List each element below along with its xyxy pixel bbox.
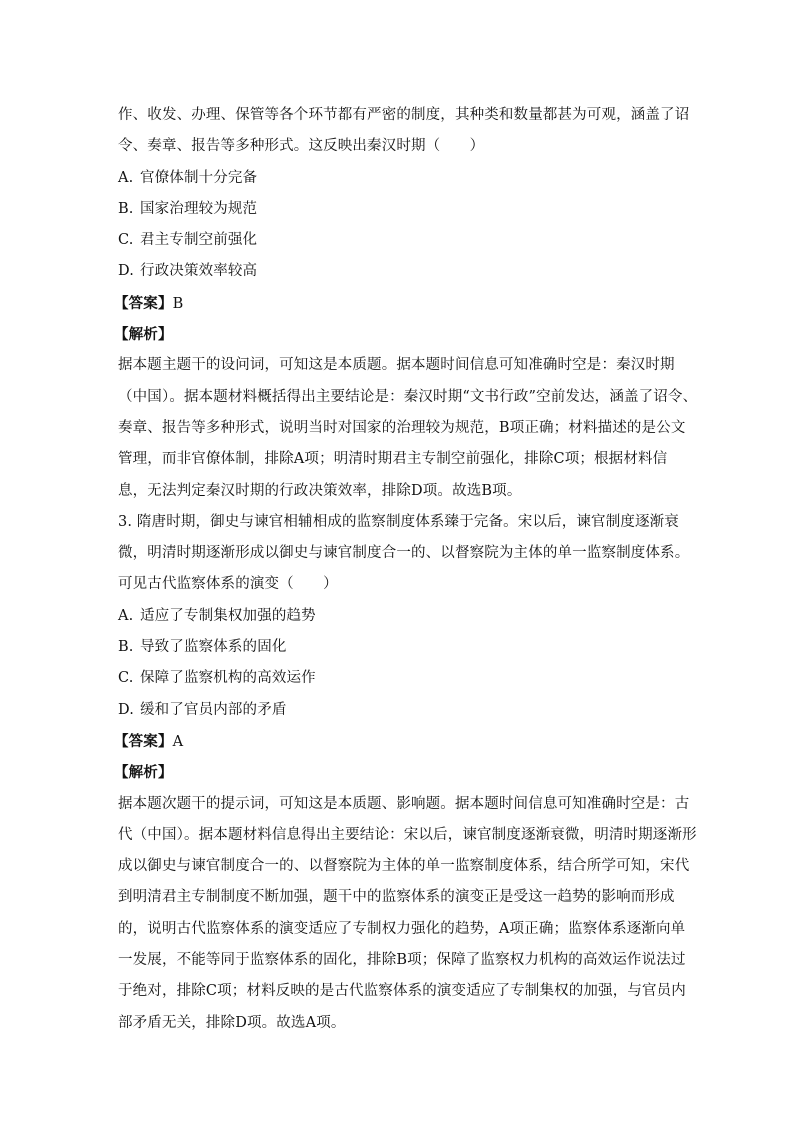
answer-label: 【答案】	[114, 732, 173, 750]
analysis-line: 息，无法判定秦汉时期的行政决策效率，排除D项。故选B项。	[118, 482, 522, 499]
question-stem-line: 微，明清时期逐渐形成以御史与谏官制度合一的、以督察院为主体的单一监察制度体系。	[118, 545, 690, 562]
option-text: 国家治理较为规范	[140, 200, 258, 217]
option-letter: D.	[118, 701, 135, 718]
question-2	[114, 100, 698, 507]
option-text: 保障了监察机构的高效运作	[140, 670, 316, 687]
option-text: 缓和了官员内部的矛盾	[140, 701, 287, 718]
option-d	[118, 695, 678, 726]
option-text: 导致了监察体系的固化	[140, 639, 287, 656]
analysis-line: 代（中国）。据本题材料信息得出主要结论：宋以后，谏官制度逐渐衰微，明清时期逐渐形	[118, 826, 697, 843]
answer-label: 【答案】	[114, 294, 173, 312]
analysis-line: 于绝对，排除C项；材料反映的是古代监察体系的演变适应了专制集权的加强，与官员内	[118, 983, 686, 1000]
answer-value: B	[172, 295, 184, 312]
option-d	[118, 256, 678, 287]
answer-line	[114, 726, 678, 757]
analysis-line: （中国）。据本题材料概括得出主要结论是：秦汉时期“文书行政”空前发达，涵盖了诏令、	[118, 388, 698, 405]
option-a	[118, 601, 678, 632]
option-letter: C.	[118, 232, 134, 249]
option-text: 行政决策效率较高	[140, 263, 258, 280]
answer-value: A	[172, 733, 184, 750]
document-page	[114, 100, 698, 1039]
option-letter: C.	[118, 670, 134, 687]
analysis-line: 成以御史与谏官制度合一的、以督察院为主体的单一监察制度体系，结合所学可知，宋代	[118, 858, 690, 875]
question-stem-line: 3. 隋唐时期，御史与谏官相辅相成的监察制度体系臻于完备。宋以后，谏官制度逐渐衰	[118, 513, 679, 530]
analysis-line: 到明清君主专制制度不断加强，题干中的监察体系的演变正是受这一趋势的影响而形成	[118, 889, 675, 906]
analysis-heading	[114, 319, 678, 350]
option-text: 官僚体制十分完备	[140, 169, 258, 186]
analysis-line: 一发展，不能等同于监察体系的固化，排除B项；保障了监察权力机构的高效运作说法过	[118, 952, 686, 969]
analysis-heading	[114, 757, 678, 788]
option-b	[118, 632, 678, 663]
analysis-line: 据本题次题干的提示词，可知这是本质题、影响题。据本题时间信息可知准确时空是：古	[118, 795, 690, 812]
option-letter: B.	[118, 200, 134, 217]
analysis-line: 管理，而非官僚体制，排除A项；明清时期君主专制空前强化，排除C项；根据材料信	[118, 451, 668, 468]
analysis-label: 【解析】	[114, 326, 173, 344]
analysis-line: 的，说明古代监察体系的演变适应了专制权力强化的趋势，A项正确；监察体系逐渐向单	[118, 920, 686, 937]
option-a	[118, 163, 678, 194]
answer-line	[114, 288, 678, 319]
question-3	[114, 507, 697, 1039]
option-letter: A.	[118, 169, 134, 186]
option-c	[118, 225, 678, 256]
option-b	[118, 194, 678, 225]
analysis-line: 据本题主题干的设问词，可知这是本质题。据本题时间信息可知准确时空是：秦汉时期	[118, 357, 675, 374]
option-letter: B.	[118, 639, 134, 656]
analysis-label: 【解析】	[114, 764, 173, 782]
option-letter: A.	[118, 607, 134, 624]
analysis-line: 奏章、报告等多种形式，说明当时对国家的治理较为规范，B项正确；材料描述的是公文	[118, 419, 686, 436]
option-c	[118, 663, 678, 694]
option-text: 适应了专制集权加强的趋势	[140, 607, 316, 624]
question-stem-line: 令、奏章、报告等多种形式。这反映出秦汉时期（ ）	[118, 138, 485, 155]
analysis-line: 部矛盾无关，排除D项。故选A项。	[118, 1014, 346, 1031]
question-stem-line: 作、收发、办理、保管等各个环节都有严密的制度，其种类和数量都甚为可观，涵盖了诏	[118, 107, 690, 123]
option-letter: D.	[118, 263, 135, 280]
option-text: 君主专制空前强化	[140, 232, 258, 249]
question-stem-line: 可见古代监察体系的演变（ ）	[118, 576, 338, 593]
